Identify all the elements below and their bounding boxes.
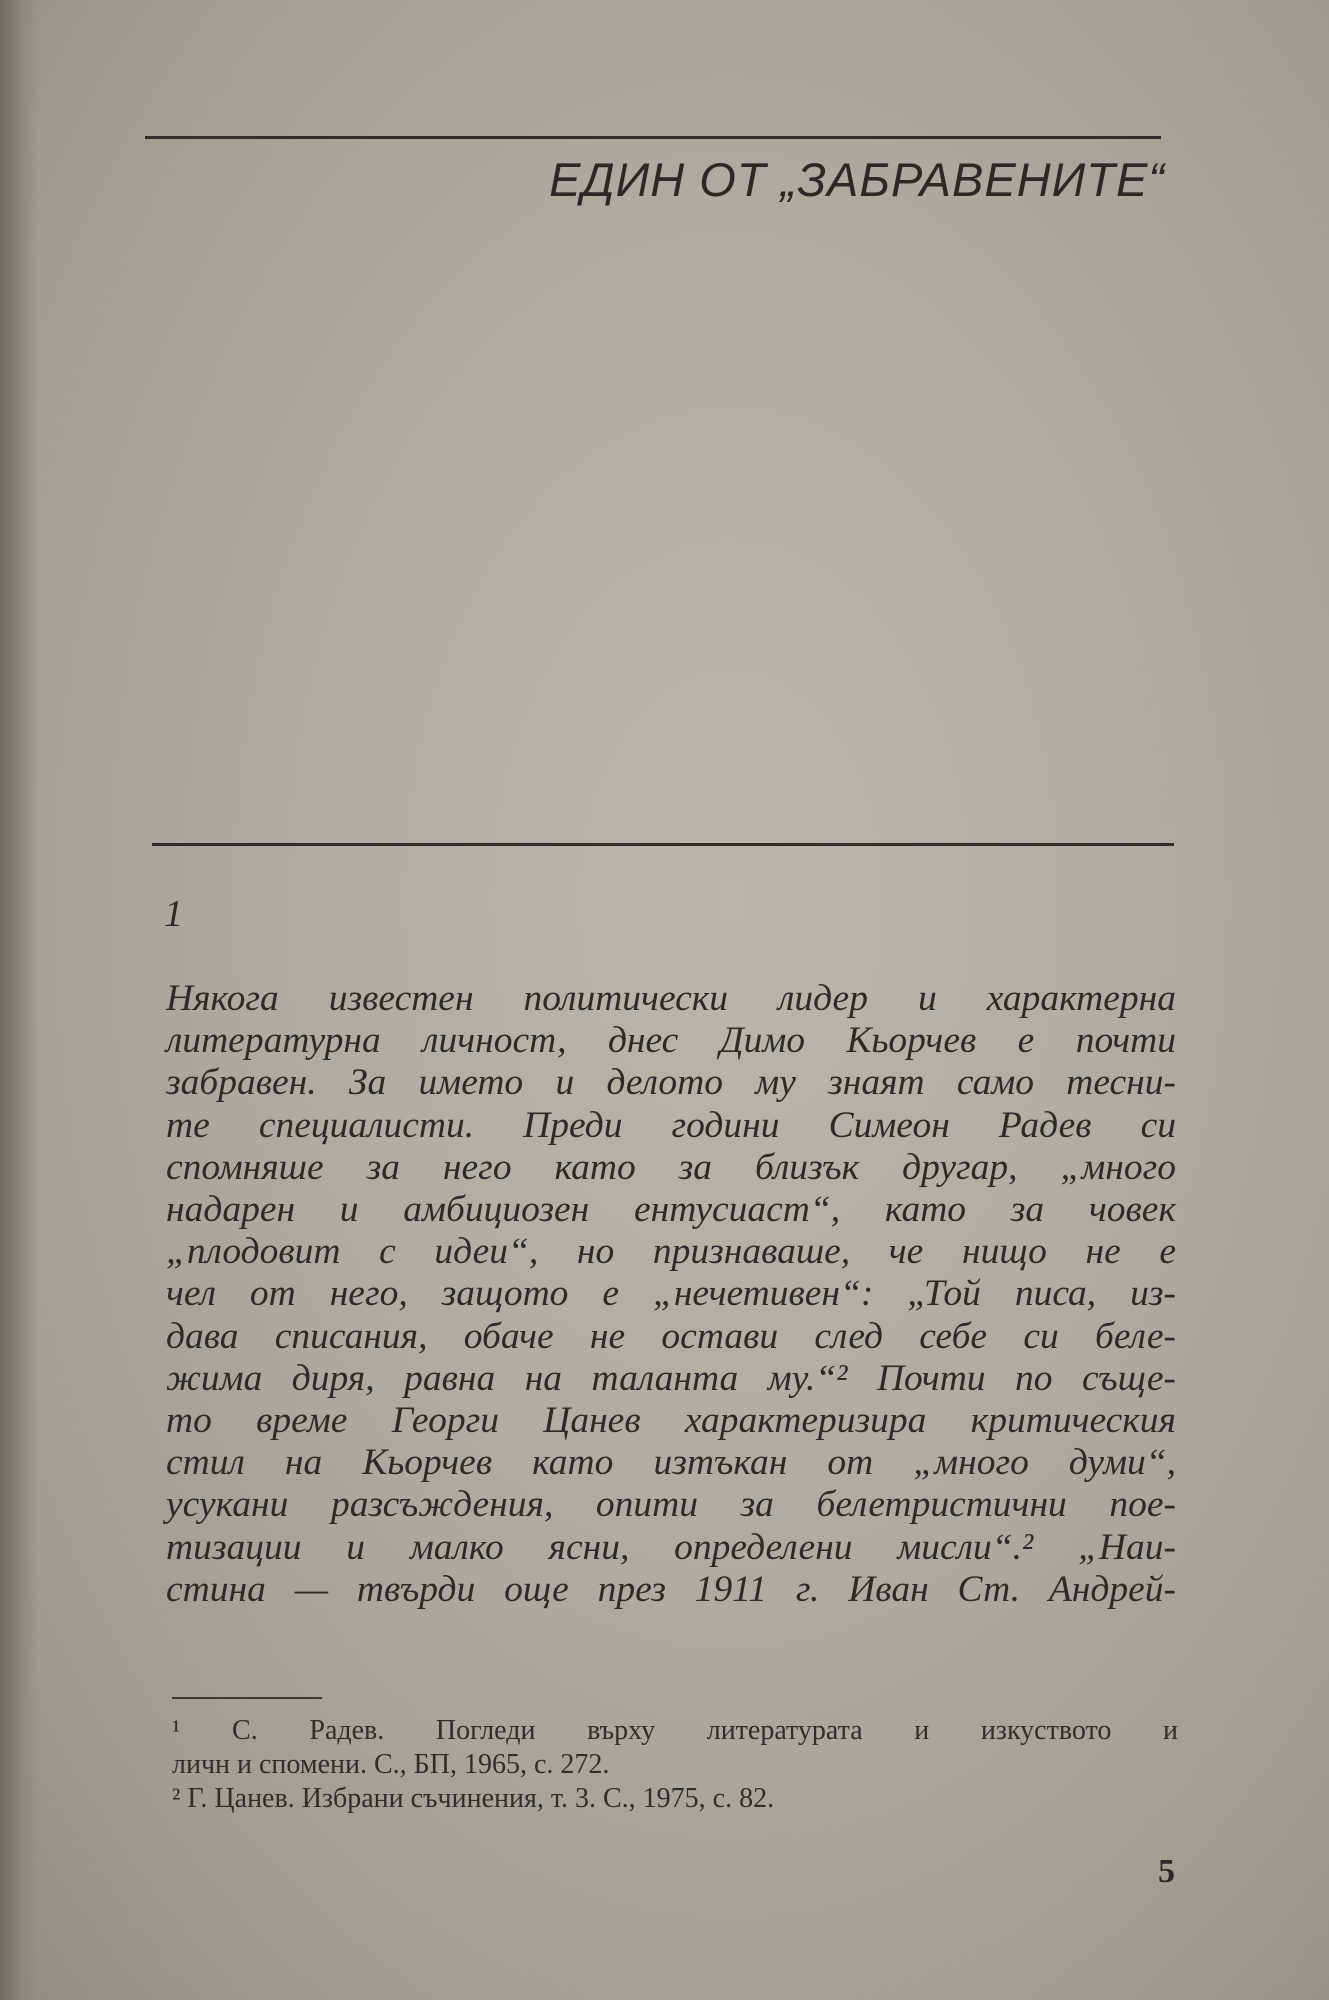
- body-line: усукани разсъждения, опити за белетристични пое-: [166, 1484, 1176, 1526]
- page-gutter-shadow: [0, 0, 38, 2000]
- body-line: литературна личност, днес Димо Кьорчев е почти: [166, 1020, 1176, 1062]
- body-line: тизации и малко ясни, определени мисли“.² „Наи-: [166, 1526, 1176, 1568]
- body-line: Някога известен политически лидер и характерна: [166, 978, 1176, 1019]
- section-number: 1: [164, 893, 183, 935]
- top-rule: [145, 136, 1161, 139]
- body-line: забравен. За името и делото му знаят само тесни-: [166, 1062, 1176, 1104]
- body-line: то време Георги Цанев характеризира критическия: [166, 1400, 1176, 1442]
- body-line: чел от него, защото е „нечетивен“: „Той писа, из-: [166, 1273, 1176, 1315]
- body-line: спомняше за него като за близък другар, „много: [166, 1146, 1176, 1188]
- footnote-rule: [172, 1697, 322, 1699]
- body-line: надарен и амбициозен ентусиаст“, като за човек: [166, 1189, 1176, 1231]
- body-line: жима диря, равна на таланта му.“² Почти по съще-: [166, 1357, 1176, 1399]
- body-line: стил на Кьорчев като изтъкан от „много думи“,: [166, 1442, 1176, 1484]
- footnote-line: ¹ С. Радев. Погледи върху литературата и изкуството и: [172, 1715, 1178, 1746]
- footnote-line: личн и спомени. С., БП, 1965, с. 272.: [172, 1749, 610, 1780]
- body-line: дава списания, обаче не остави след себе си беле-: [166, 1315, 1176, 1357]
- body-line: „плодовит с идеи“, но признаваше, че нищо не е: [166, 1231, 1176, 1273]
- chapter-title: ЕДИН ОТ „ЗАБРАВЕНИТЕ“: [549, 153, 1165, 206]
- footnotes: [172, 1714, 1178, 1816]
- page-number: 5: [1158, 1853, 1175, 1890]
- body-line: те специалисти. Преди години Симеон Радев си: [166, 1104, 1176, 1146]
- body-paragraph: [166, 978, 1176, 1611]
- footnote-line: ² Г. Цанев. Избрани съчинения, т. 3. С., 1975, с. 82.: [172, 1783, 775, 1814]
- body-line: стина — твърди още през 1911 г. Иван Ст. Андрей-: [166, 1568, 1176, 1610]
- section-rule: [152, 843, 1174, 846]
